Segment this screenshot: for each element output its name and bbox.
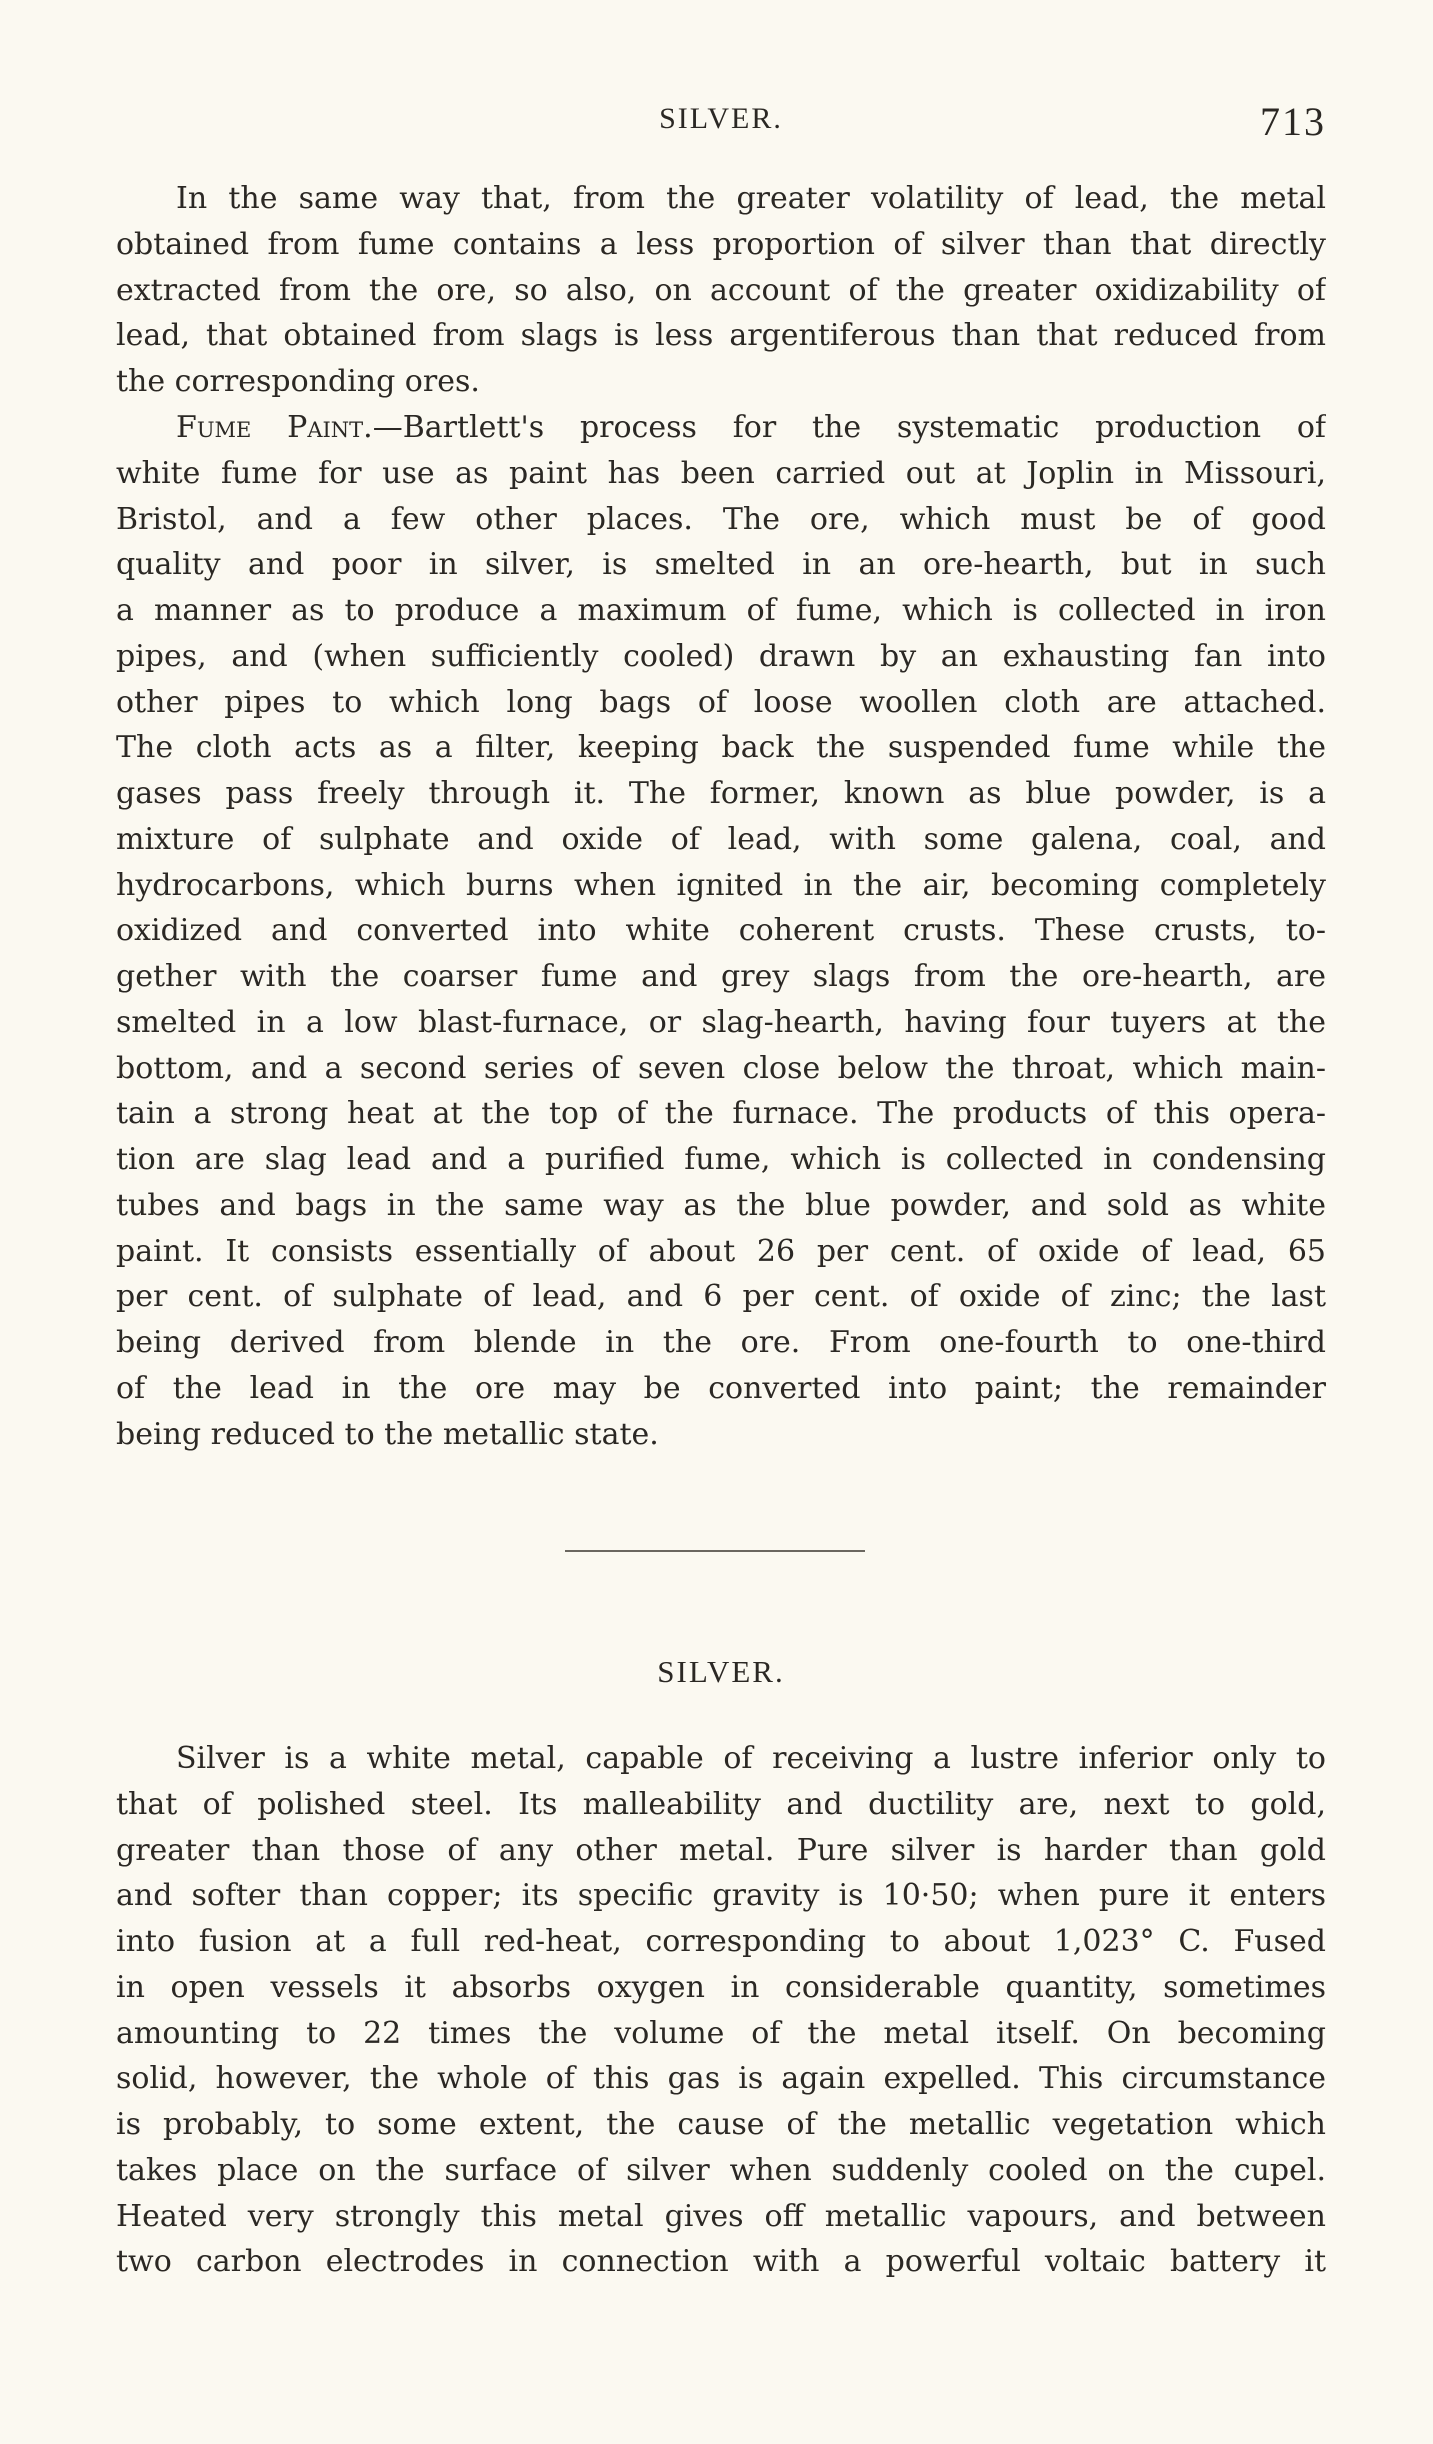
text-line: white fume for use as paint has been carried out at Joplin in Missouri,: [116, 455, 1326, 491]
text-line: in open vessels it absorbs oxygen in considerable quantity, sometimes: [116, 1969, 1326, 2005]
text-line: solid, however, the whole of this gas is again expelled. This circumstance: [116, 2061, 1326, 2097]
text-line: paint. It consists essentially of about 26 per cent. of oxide of lead, 65: [116, 1233, 1326, 1269]
text-line: quality and poor in silver, is smelted in an ore-hearth, but in such: [116, 547, 1326, 583]
running-title: SILVER.: [659, 102, 783, 135]
text-line: oxidized and converted into white coherent crusts. These crusts, to-: [116, 913, 1326, 949]
run-in-heading: Fume Paint.: [176, 410, 373, 445]
text-line: mixture of sulphate and oxide of lead, with some galena, coal, and: [116, 821, 1326, 857]
text-line: bottom, and a second series of seven close below the throat, which main-: [116, 1050, 1326, 1086]
section-divider: [565, 1550, 865, 1552]
text-line: Bristol, and a few other places. The ore, which must be of good: [116, 501, 1326, 537]
text-line: being derived from blende in the ore. From one-fourth to one-third: [116, 1325, 1326, 1360]
running-head: [116, 98, 1326, 148]
text-line: In the same way that, from the greater volatility of lead, the metal: [176, 181, 1326, 216]
text-line: Silver is a white metal, capable of receiving a lustre inferior only to: [176, 1741, 1326, 1776]
text-line: tion are slag lead and a purified fume, which is collected in condensing: [116, 1142, 1326, 1177]
text-line: and softer than copper; its specific gravity is 10·50; when pure it enters: [116, 1878, 1326, 1914]
paragraph-fume-paint: [116, 405, 1326, 1457]
text-line: gether with the coarser fume and grey slags from the ore-hearth, are: [116, 959, 1326, 994]
text-line: a manner as to produce a maximum of fume, which is collected in iron: [116, 593, 1326, 628]
text-line: smelted in a low blast-furnace, or slag-hearth, having four tuyers at the: [116, 1004, 1326, 1040]
text-line: The cloth acts as a filter, keeping back the suspended fume while the: [116, 730, 1326, 766]
paragraph-volatility: [116, 176, 1326, 405]
text-line: into fusion at a full red-heat, corresponding to about 1,023° C. Fused: [116, 1924, 1326, 1959]
text-line: is probably, to some extent, the cause of the metallic vegetation which: [116, 2107, 1326, 2142]
text-line: pipes, and (when sufficiently cooled) drawn by an exhausting fan into: [116, 638, 1326, 674]
text-line: amounting to 22 times the volume of the metal itself. On becoming: [116, 2015, 1326, 2051]
section-heading: SILVER.: [657, 1654, 785, 1689]
text-line: greater than those of any other metal. Pure silver is harder than gold: [116, 1832, 1326, 1868]
page-number: 713: [1260, 99, 1326, 144]
text-line: extracted from the ore, so also, on account of the greater oxidizability of: [116, 272, 1326, 308]
text-line: lead, that obtained from slags is less argentiferous than that reduced from: [116, 318, 1326, 354]
text-line: takes place on the surface of silver when suddenly cooled on the cupel.: [116, 2152, 1326, 2188]
text-line: that of polished steel. Its malleability and ductility are, next to gold,: [116, 1786, 1326, 1822]
text-line: of the lead in the ore may be converted into paint; the remainder: [116, 1370, 1326, 1406]
text-line: tain a strong heat at the top of the furnace. The products of this opera-: [116, 1096, 1326, 1132]
text-line: tubes and bags in the same way as the blue powder, and sold as white: [116, 1187, 1326, 1223]
text-line: hydrocarbons, which burns when ignited in the air, becoming completely: [116, 867, 1326, 903]
text-line: [116, 405, 1326, 451]
text-line: per cent. of sulphate of lead, and 6 per cent. of oxide of zinc; the last: [116, 1279, 1326, 1315]
paragraph-silver: [116, 1736, 1326, 2285]
text-line: other pipes to which long bags of loose woollen cloth are attached.: [116, 684, 1326, 720]
text-line: two carbon electrodes in connection with a powerful voltaic battery it: [116, 2244, 1326, 2280]
text-line: Heated very strongly this metal gives off metallic vapours, and between: [116, 2198, 1326, 2234]
text-line: gases pass freely through it. The former, known as blue powder, is a: [116, 776, 1326, 811]
text-line: obtained from fume contains a less proportion of silver than that directly: [116, 226, 1326, 262]
text-line: the corresponding ores.: [116, 364, 480, 399]
run-in-text: —Bartlett's process for the systematic production of: [372, 410, 1326, 445]
text-line: being reduced to the metallic state.: [116, 1416, 659, 1452]
